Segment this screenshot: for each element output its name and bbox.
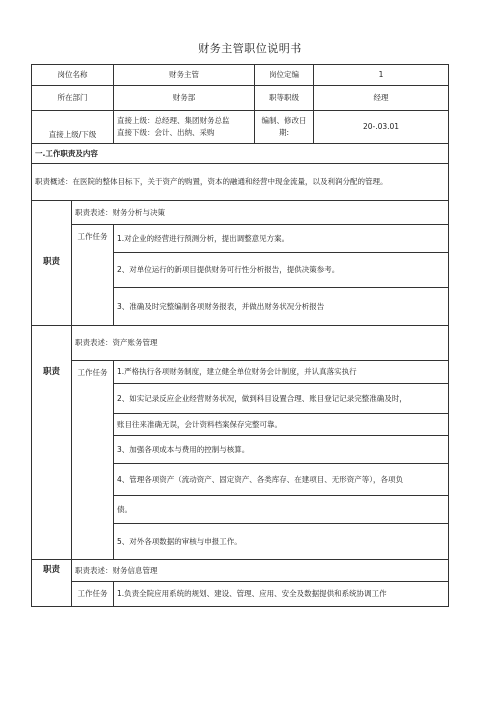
block2-task-5: 5、对外各项数据的审核与申报工作。 bbox=[114, 524, 449, 560]
block2-task-3: 3、加强各项成本与费用的控制与核算。 bbox=[114, 436, 449, 464]
job-description-table bbox=[31, 64, 449, 607]
block1-task-1: 1.对企业的经营进行预测分析，提出调整意见方案。 bbox=[114, 225, 449, 253]
block1-desc-row bbox=[32, 201, 449, 225]
block2-task-2-cont: 账目往来准确无误，会计资料档案保存完整可靠。 bbox=[114, 414, 449, 436]
duty-label: 职责 bbox=[32, 560, 72, 607]
section-title: 一.工作职责及内容 bbox=[32, 144, 449, 164]
task-label: 工作任务 bbox=[72, 225, 114, 326]
block3-desc-row bbox=[32, 560, 449, 582]
block2-task-1: 1.严格执行各项财务制度，建立健全单位财务会计制度，并认真落实执行 bbox=[114, 361, 449, 384]
duty-label: 职责 bbox=[32, 326, 72, 560]
subordinate-line: 直接下级：会计、出纳、采购 bbox=[117, 128, 215, 137]
block2-desc: 职责表述：资产账务管理 bbox=[72, 326, 449, 361]
block1-desc: 职责表述：财务分析与决策 bbox=[72, 201, 449, 225]
block2-desc-row bbox=[32, 326, 449, 361]
row-section-title bbox=[32, 144, 449, 164]
quota-label: 岗位定编 bbox=[255, 65, 314, 86]
block2-task-2: 2、如实记录反应企业经营财务状况，做到科目设置合理、账目登记记录完整准确及时， bbox=[114, 384, 449, 414]
position-name-value: 财务主管 bbox=[114, 65, 255, 86]
quota-value: 1 bbox=[314, 65, 449, 86]
overview-text: 职责概述：在医院的整体目标下，关于资产的购置，资本的融通和经营中现金流量，以及利润分配的管理。 bbox=[32, 164, 449, 201]
row-department bbox=[32, 86, 449, 111]
block2-task-4: 4、管理各项资产（流动资产、固定资产、各类库存、在建项目、无形资产等），各项负 bbox=[114, 464, 449, 496]
block2-task-row bbox=[32, 361, 449, 384]
block3-task-row bbox=[32, 582, 449, 607]
duty-label: 职责 bbox=[32, 201, 72, 326]
superior-line: 直接上级：总经理、集团财务总监 bbox=[117, 116, 230, 126]
block1-task-2: 2、对单位运行的新项目提供财务可行性分析报告，提供决策参考。 bbox=[114, 253, 449, 288]
task-label: 工作任务 bbox=[72, 582, 114, 607]
block1-task-row bbox=[32, 225, 449, 253]
document-title: 财务主管职位说明书 bbox=[198, 42, 302, 55]
row-reporting bbox=[32, 111, 449, 144]
rank-value: 经理 bbox=[314, 86, 449, 111]
block2-task-4-cont: 债。 bbox=[114, 496, 449, 524]
date-value: 20-.03.01 bbox=[314, 111, 449, 144]
date-label: 编制、修改日期: bbox=[255, 111, 314, 144]
report-value bbox=[114, 111, 255, 144]
block3-desc: 职责表述：财务信息管理 bbox=[72, 560, 449, 582]
report-label: 直接上级/下级 bbox=[32, 111, 114, 144]
block3-task-1: 1.负责全院应用系统的规划、建设、管理、应用、安全及数据提供和系统协调工作 bbox=[114, 582, 449, 607]
rank-label: 职等职级 bbox=[255, 86, 314, 111]
dept-label: 所在部门 bbox=[32, 86, 114, 111]
dept-value: 财务部 bbox=[114, 86, 255, 111]
position-name-label: 岗位名称 bbox=[32, 65, 114, 86]
row-position bbox=[32, 65, 449, 86]
block1-task-3: 3、准确及时完整编制各项财务报表，并做出财务状况分析报告 bbox=[114, 288, 449, 326]
task-label: 工作任务 bbox=[72, 361, 114, 560]
row-overview bbox=[32, 164, 449, 201]
